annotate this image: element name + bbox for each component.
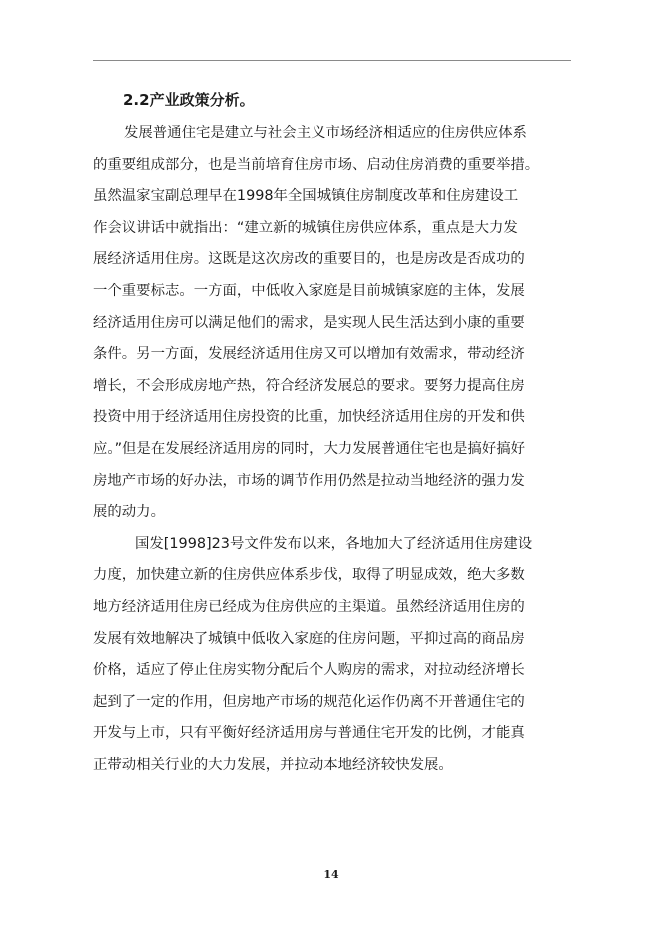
paragraph-line: 经济适用住房可以满足他们的需求，是实现人民生活达到小康的重要 bbox=[93, 314, 525, 331]
paragraph-line: 展的动力。 bbox=[93, 504, 165, 521]
paragraph-2 bbox=[93, 529, 571, 782]
paragraph-line: 展经济适用住房。这既是这次房改的重要目的，也是房改是否成功的 bbox=[93, 251, 525, 268]
paragraph-line: 正带动相关行业的大力发展，并拉动本地经济较快发展。 bbox=[93, 756, 453, 773]
paragraph-line: 力度，加快建立新的住房供应体系步伐，取得了明显成效，绝大多数 bbox=[93, 567, 525, 584]
paragraph-line: 应。”但是在发展经济适用房的同时，大力发展普通住宅也是搞好搞好 bbox=[93, 440, 525, 457]
paragraph-line: 地方经济适用住房已经成为住房供应的主渠道。虽然经济适用住房的 bbox=[93, 598, 525, 615]
paragraph-line: 起到了一定的作用，但房地产市场的规范化运作仍离不开普通住宅的 bbox=[93, 693, 525, 710]
paragraph-line: 虽然温家宝副总理早在1998年全国城镇住房制度改革和住房建设工 bbox=[93, 188, 519, 205]
page-number: 14 bbox=[323, 868, 339, 881]
paragraph-1 bbox=[93, 118, 571, 529]
paragraph-line: 发展普通住宅是建立与社会主义市场经济相适应的住房供应体系 bbox=[124, 125, 527, 141]
paragraph-line: 开发与上市，只有平衡好经济适用房与普通住宅开发的比例，才能真 bbox=[93, 725, 525, 742]
paragraph-line: 国发[1998]23号文件发布以来，各地加大了经济适用住房建设 bbox=[135, 535, 533, 552]
paragraph-line: 的重要组成部分，也是当前培育住房市场、启动住房消费的重要举措。 bbox=[93, 156, 540, 173]
paragraph-line: 价格，适应了停止住房实物分配后个人购房的需求，对拉动经济增长 bbox=[93, 662, 525, 679]
paragraph-line: 一个重要标志。一方面，中低收入家庭是目前城镇家庭的主体，发展 bbox=[93, 282, 525, 299]
paragraph-line: 投资中用于经济适用住房投资的比重，加快经济适用住房的开发和供 bbox=[93, 409, 525, 426]
header-rule bbox=[93, 60, 571, 61]
paragraph-line: 作会议讲话中就指出：“建立新的城镇住房供应体系，重点是大力发 bbox=[93, 219, 518, 236]
paragraph-line: 条件。另一方面，发展经济适用住房又可以增加有效需求，带动经济 bbox=[93, 346, 525, 363]
page-content bbox=[93, 82, 571, 781]
paragraph-line: 房地产市场的好办法，市场的调节作用仍然是拉动当地经济的强力发 bbox=[93, 472, 525, 489]
paragraph-line: 发展有效地解决了城镇中低收入家庭的住房问题，平抑过高的商品房 bbox=[93, 630, 525, 647]
section-heading: 2.2产业政策分析。 bbox=[123, 91, 255, 109]
paragraph-line: 增长，不会形成房地产热，符合经济发展总的要求。要努力提高住房 bbox=[93, 377, 525, 394]
